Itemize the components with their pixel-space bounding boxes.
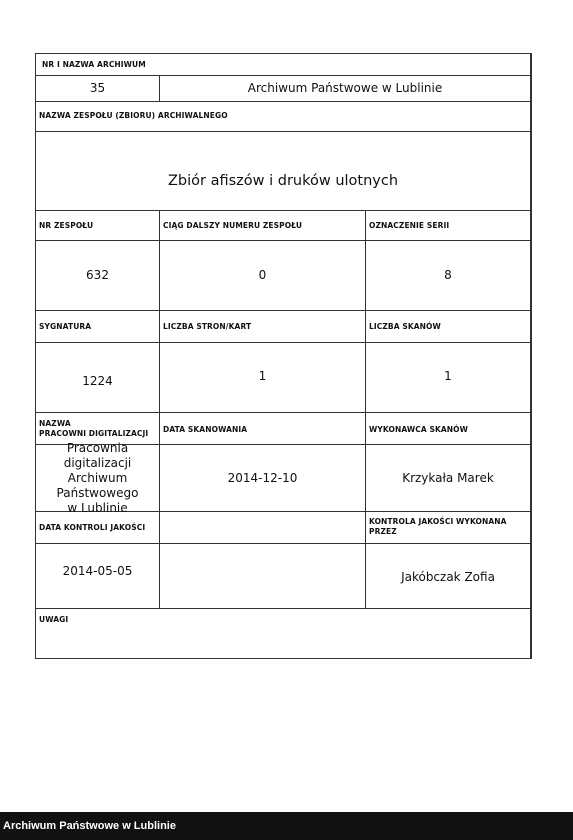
- scanner-label-text: WYKONAWCA SKANÓW: [369, 425, 469, 434]
- series-label-text: OZNACZENIE SERII: [369, 221, 450, 230]
- scan-date-label-text: DATA SKANOWANIA: [163, 425, 248, 434]
- pages-label: [160, 311, 366, 343]
- qc-by-value: Jakóbczak Zofia: [366, 544, 531, 609]
- scanner-value: Krzykała Marek: [366, 445, 531, 512]
- fonds-number-label: [36, 211, 160, 241]
- pages-label-text: LICZBA STRON/KART: [163, 322, 252, 331]
- lab-label-line-2: PRACOWNI DIGITALIZACJI: [39, 429, 149, 438]
- notes-label-text: UWAGI: [39, 615, 69, 624]
- scan-date-value: 2014-12-10: [160, 445, 366, 512]
- qc-date-label-text: DATA KONTROLI JAKOŚCI: [39, 523, 146, 532]
- qc-by-label: [366, 512, 531, 544]
- archive-name: Archiwum Państwowe w Lublinie: [160, 76, 531, 102]
- footer-bar: [0, 812, 573, 840]
- archive-number: 35: [36, 76, 160, 102]
- series-label: [366, 211, 531, 241]
- footer-text: Archiwum Państwowe w Lublinie: [3, 820, 176, 832]
- signature-value: 1224: [36, 343, 160, 413]
- lab-line-1: Pracownia digitalizacji: [63, 440, 132, 470]
- lab-line-3: w Lublinie: [67, 500, 128, 515]
- notes-label: [36, 609, 531, 658]
- qc-date-label: [36, 512, 160, 544]
- fonds-label-text: NAZWA ZESPOŁU (ZBIORU) ARCHIWALNEGO: [39, 111, 228, 120]
- scanner-label: [366, 413, 531, 445]
- fonds-label: [36, 102, 531, 132]
- continuation-label-text: CIĄG DALSZY NUMERU ZESPOŁU: [163, 221, 303, 230]
- scans-value: 1: [366, 343, 531, 413]
- series-value: 8: [366, 241, 531, 311]
- continuation-value: 0: [160, 241, 366, 311]
- fonds-number-label-text: NR ZESPOŁU: [39, 221, 94, 230]
- archive-label: [36, 54, 531, 76]
- signature-label: [36, 311, 160, 343]
- scans-label-text: LICZBA SKANÓW: [369, 322, 441, 331]
- archive-label-text: NR I NAZWA ARCHIWUM: [42, 60, 146, 69]
- pages-value: 1: [160, 343, 366, 413]
- qc-date-value: 2014-05-05: [36, 544, 160, 609]
- continuation-label: [160, 211, 366, 241]
- fonds-name: Zbiór afiszów i druków ulotnych: [36, 132, 531, 211]
- empty-label-cell: [160, 512, 366, 544]
- scan-date-label: [160, 413, 366, 445]
- lab-label-line-1: NAZWA: [39, 419, 71, 428]
- metadata-sheet: [35, 53, 532, 659]
- empty-value-cell: [160, 544, 366, 609]
- fonds-number: 632: [36, 241, 160, 311]
- qc-by-label-text: KONTROLA JAKOŚCI WYKONANA PRZEZ: [369, 517, 507, 536]
- lab-line-2: Archiwum Państwowego: [56, 470, 139, 500]
- lab-value: [36, 440, 160, 515]
- scans-label: [366, 311, 531, 343]
- signature-label-text: SYGNATURA: [39, 322, 92, 331]
